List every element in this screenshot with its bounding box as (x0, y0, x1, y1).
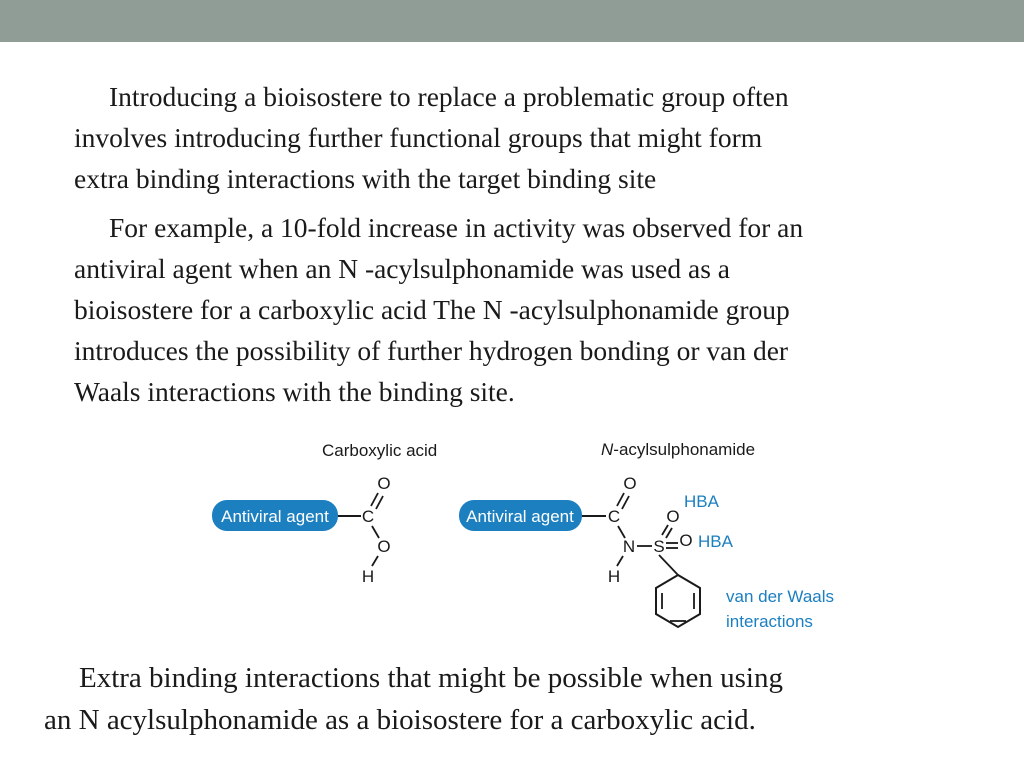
text-line: antiviral agent when an N -acylsulphonamide was used as a (74, 253, 730, 284)
bond (372, 556, 378, 566)
double-bond (371, 493, 378, 506)
atom-oxygen: O (377, 537, 391, 556)
caption-line: Extra binding interactions that might be possible when using (79, 662, 783, 694)
carboxylic-acid-title: Carboxylic acid (322, 441, 438, 460)
atom-hydrogen: H (361, 567, 375, 586)
atom-oxygen: O (679, 531, 693, 550)
acylsulphonamide-structure (459, 440, 834, 631)
bond (659, 555, 678, 575)
atom-oxygen: O (623, 474, 637, 493)
double-bond (662, 525, 668, 535)
atom-carbon: C (361, 507, 375, 526)
figure-caption (44, 657, 783, 741)
text-line: involves introducing further functional groups that might form (74, 122, 763, 153)
atom-oxygen: O (666, 507, 680, 526)
text-line: Waals interactions with the binding site. (74, 376, 515, 407)
double-bond (666, 528, 672, 538)
antiviral-agent-label: Antiviral agent (221, 507, 329, 526)
atom-carbon: C (607, 507, 621, 526)
carboxylic-acid-structure (212, 441, 437, 586)
atom-hydrogen: H (607, 567, 621, 586)
title-rest: -acylsulphonamide (613, 440, 756, 459)
caption-line: an N acylsulphonamide as a bioisostere for a carboxylic acid. (44, 704, 756, 736)
text-line: introduces the possibility of further hydrogen bonding or van der (74, 335, 789, 366)
double-bond (622, 496, 629, 509)
text-line: bioisostere for a carboxylic acid The N -acylsulphonamide group (74, 294, 790, 325)
van-der-waals-annotation: van der Waals (726, 587, 835, 606)
text-line: extra binding interactions with the target binding site (74, 163, 657, 194)
hba-annotation: HBA (698, 532, 733, 551)
atom-nitrogen: N (622, 537, 636, 556)
acylsulphonamide-title (601, 440, 755, 459)
hba-annotation: HBA (684, 492, 719, 511)
bond (617, 556, 623, 566)
van-der-waals-annotation: interactions (726, 612, 813, 631)
text-line: For example, a 10-fold increase in activity was observed for an (109, 212, 804, 243)
atom-oxygen: O (377, 474, 391, 493)
double-bond (376, 496, 383, 509)
title-n-italic: N (601, 440, 614, 459)
atom-sulfur: S (653, 537, 665, 556)
text-line: Introducing a bioisostere to replace a problematic group often (109, 81, 789, 112)
antiviral-agent-label: Antiviral agent (466, 507, 574, 526)
double-bond (617, 493, 624, 506)
